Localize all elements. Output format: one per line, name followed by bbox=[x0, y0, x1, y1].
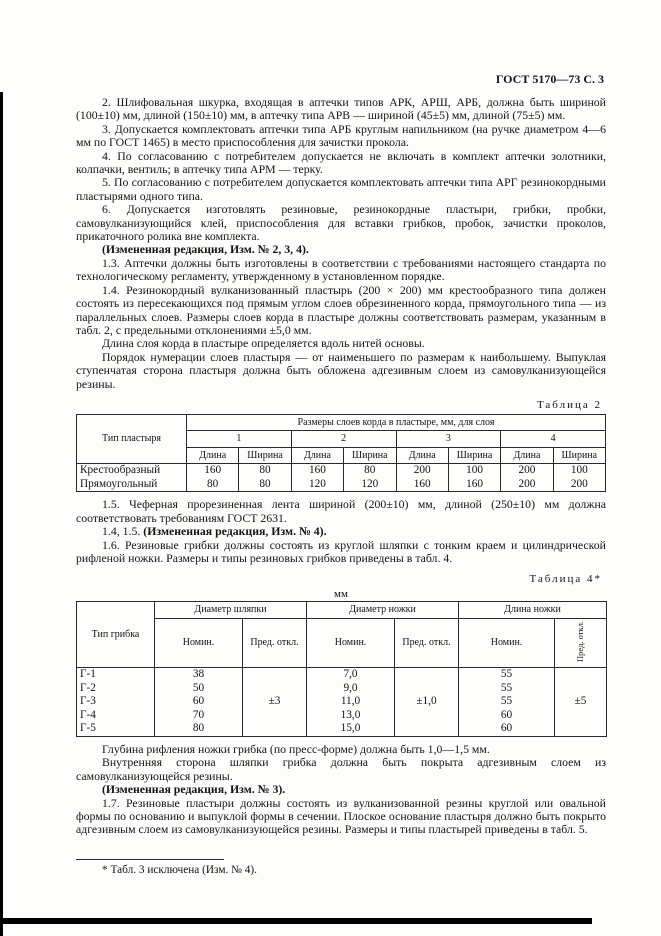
cell: 3 bbox=[396, 431, 501, 448]
cell: ±1,0 bbox=[395, 668, 459, 737]
cell: Тип пластыря bbox=[77, 414, 187, 464]
amendment-bold-text: (Измененная редакция, Изм. № 4). bbox=[143, 524, 327, 539]
cell: Длина bbox=[187, 447, 239, 464]
cell: 70 bbox=[155, 709, 243, 723]
cell: 200 bbox=[501, 464, 553, 478]
cell: 1 bbox=[187, 431, 292, 448]
cell: Г-4 bbox=[77, 709, 155, 723]
paragraph-1-7: 1.7. Резиновые пластыри должны состоять из вулканизованной резины круглой или овальной формы по основанию и выпуклой формы в сечении. Плоское основание пластыря должно быть покрыто адгезивным слоем из самовулканизующейся резины. Размеры и типы пластырей приведены в табл. 5. bbox=[76, 795, 606, 837]
cell: 60 bbox=[459, 722, 555, 736]
cell: 50 bbox=[155, 682, 243, 696]
table-row bbox=[77, 709, 607, 723]
cell: Ширина bbox=[448, 447, 500, 464]
cell: Длина bbox=[396, 447, 448, 464]
cell: 100 bbox=[553, 464, 605, 478]
cell: 120 bbox=[344, 478, 396, 492]
cell: Крестообразный bbox=[77, 464, 187, 478]
cell: Прямоугольный bbox=[77, 478, 187, 492]
cell: 120 bbox=[291, 478, 343, 492]
table-row bbox=[77, 682, 607, 696]
cell: 4 bbox=[501, 431, 606, 448]
cell: Номин. bbox=[459, 618, 555, 667]
footnote-block bbox=[76, 859, 606, 876]
footnote-text: * Табл. 3 исключена (Изм. № 4). bbox=[102, 863, 257, 876]
table4 bbox=[76, 601, 607, 736]
cell: 11,0 bbox=[307, 695, 395, 709]
cell: 9,0 bbox=[307, 682, 395, 696]
cell: 38 bbox=[155, 668, 243, 682]
paragraph-1-4a: Длина слоя корда в пластыре определяется вдоль нитей основы. bbox=[102, 336, 425, 351]
cell: 55 bbox=[459, 682, 555, 696]
cell: 15,0 bbox=[307, 722, 395, 736]
cell: 80 bbox=[239, 464, 291, 478]
cell: 80 bbox=[155, 722, 243, 736]
scan-artifact-bottom-edge bbox=[0, 918, 592, 924]
cell: 7,0 bbox=[307, 668, 395, 682]
cell: 80 bbox=[239, 478, 291, 492]
cell: 200 bbox=[396, 464, 448, 478]
paragraph-inner-side: Внутренняя сторона шляпки грибка должна быть покрыта адгезивным слоем из самовулканизующейся резины. bbox=[76, 755, 606, 783]
paragraph-rifling-depth: Глубина рифления ножки грибка (по пресс-форме) должна быть 1,0—1,5 мм. bbox=[102, 741, 490, 756]
cell: Диаметр ножки bbox=[307, 602, 459, 619]
paragraph-1-3: 1.3. Аптечки должны быть изготовлены в соответствии с требованиями настоящего стандарта по технологическому регламенту, утвержденному в установленном порядке. bbox=[76, 255, 606, 284]
cell: Г-5 bbox=[77, 722, 155, 736]
cell: 160 bbox=[291, 464, 343, 478]
cell: Тип грибка bbox=[77, 602, 155, 668]
amendment-note-1415 bbox=[76, 525, 606, 538]
cell: Длина bbox=[291, 447, 343, 464]
paragraph-1-5: 1.5. Чеферная прорезиненная лента шириной (200±10) мм, длиной (250±10) мм должна соответствовать требованиям ГОСТ 2631. bbox=[76, 497, 606, 525]
cell: 160 bbox=[448, 478, 500, 492]
table4-units-label: мм bbox=[334, 588, 348, 601]
cell: Г-2 bbox=[77, 682, 155, 696]
paragraph-2: 2. Шлифовальная шкурка, входящая в аптечки типов АРК, АРШ, АРБ, должна быть шириной (100±10) мм, длиной (150±10) мм, в аптечку типа АРВ — шириной (45±5) мм, длиной (75±5) мм. bbox=[76, 95, 606, 123]
paragraph-1-6: 1.6. Резиновые грибки должны состоять из круглой шляпки с тонким краем и цилиндрической рифленой ножки. Размеры и типы резиновых грибков приведены в табл. 4. bbox=[76, 537, 606, 566]
cell: ±5 bbox=[555, 668, 607, 737]
cell: 200 bbox=[501, 478, 553, 492]
cell bbox=[555, 618, 607, 667]
cell: ±3 bbox=[243, 668, 307, 737]
cell: 80 bbox=[344, 464, 396, 478]
table2 bbox=[76, 414, 606, 493]
page-header: ГОСТ 5170—73 С. 3 bbox=[495, 72, 604, 86]
cell: 100 bbox=[448, 464, 500, 478]
cell: Размеры слоев корда в пластыре, мм, для слоя bbox=[187, 414, 606, 431]
rotated-deviation-label: Пред. откл. bbox=[575, 620, 586, 662]
cell: 60 bbox=[459, 709, 555, 723]
table2-caption: Таблица 2 bbox=[536, 398, 602, 411]
cell: Длина ножки bbox=[459, 602, 607, 619]
table-row bbox=[77, 668, 607, 682]
cell: 55 bbox=[459, 668, 555, 682]
amendment-note-234: (Измененная редакция, Изм. № 2, 3, 4). bbox=[102, 242, 309, 257]
paragraph-4: 4. По согласованию с потребителем допускается не включать в комплект аптечки золотники, колпачки, вентиль; в аптечку типа АРМ — терку. bbox=[76, 148, 606, 177]
cell: 2 bbox=[291, 431, 396, 448]
cell: Г-3 bbox=[77, 695, 155, 709]
cell: Г-1 bbox=[77, 668, 155, 682]
table4-header-row-1 bbox=[77, 602, 607, 619]
cell: Ширина bbox=[344, 447, 396, 464]
cell: 80 bbox=[187, 478, 239, 492]
amendment-prefix: 1.4, 1.5. bbox=[102, 524, 144, 539]
paragraph-1-4: 1.4. Резинокордный вулканизованный пластырь (200 × 200) мм крестообразного типа должен состоять из пересекающихся под прямым углом слоев обрезиненного корда, прямоугольного типа — из параллельных слоев. Размеры слоев корда в пластыре должны соответствовать размерам, указанным в табл. 2, с предельными отклонениями ±5,0 мм. bbox=[76, 282, 606, 337]
page-content bbox=[76, 72, 606, 876]
paragraph-5: 5. По согласованию с потребителем допускается комплектовать аптечки типа АРГ резинокордными пластырями одного типа. bbox=[76, 175, 606, 203]
cell: Пред. откл. bbox=[243, 618, 307, 667]
cell: Диаметр шляпки bbox=[155, 602, 307, 619]
cell: 160 bbox=[396, 478, 448, 492]
cell: Пред. откл. bbox=[395, 618, 459, 667]
amendment-note-3: (Измененная редакция, Изм. № 3). bbox=[102, 782, 286, 797]
table4-header-row-2 bbox=[77, 618, 607, 667]
table4-caption: Таблица 4* bbox=[529, 573, 602, 586]
cell: Номин. bbox=[307, 618, 395, 667]
paragraph-1-4b: Порядок нумерации слоев пластыря — от наименьшего по размерам к наибольшему. Выпуклая ступенчатая сторона пластыря должна быть обложена адгезивным слоем из самовулканизующейся резины. bbox=[76, 349, 606, 391]
cell: Длина bbox=[501, 447, 553, 464]
paragraph-6: 6. Допускается изготовлять резиновые, резинокордные пластыри, грибки, пробки, самовулканизующийся клей, приспособления для вставки грибков, пробок, зачистки проколов, прикаточного ролика вне комплекта. bbox=[76, 202, 606, 244]
table-row bbox=[77, 464, 606, 478]
cell: 160 bbox=[187, 464, 239, 478]
scan-artifact-left-edge bbox=[0, 92, 3, 936]
cell: 60 bbox=[155, 695, 243, 709]
cell: Ширина bbox=[239, 447, 291, 464]
cell: 200 bbox=[553, 478, 605, 492]
cell: Ширина bbox=[553, 447, 605, 464]
cell: 55 bbox=[459, 695, 555, 709]
footnote-separator bbox=[76, 859, 224, 860]
table-row bbox=[77, 478, 606, 492]
table2-header-row-1 bbox=[77, 414, 606, 431]
table-row bbox=[77, 695, 607, 709]
cell: 13,0 bbox=[307, 709, 395, 723]
table-row bbox=[77, 722, 607, 736]
paragraph-3: 3. Допускается комплектовать аптечки типа АРБ круглым напильником (на ручке диаметром 4—6 мм по ГОСТ 1465) в место приспособления для зачистки прокола. bbox=[76, 121, 606, 150]
cell: Номин. bbox=[155, 618, 243, 667]
